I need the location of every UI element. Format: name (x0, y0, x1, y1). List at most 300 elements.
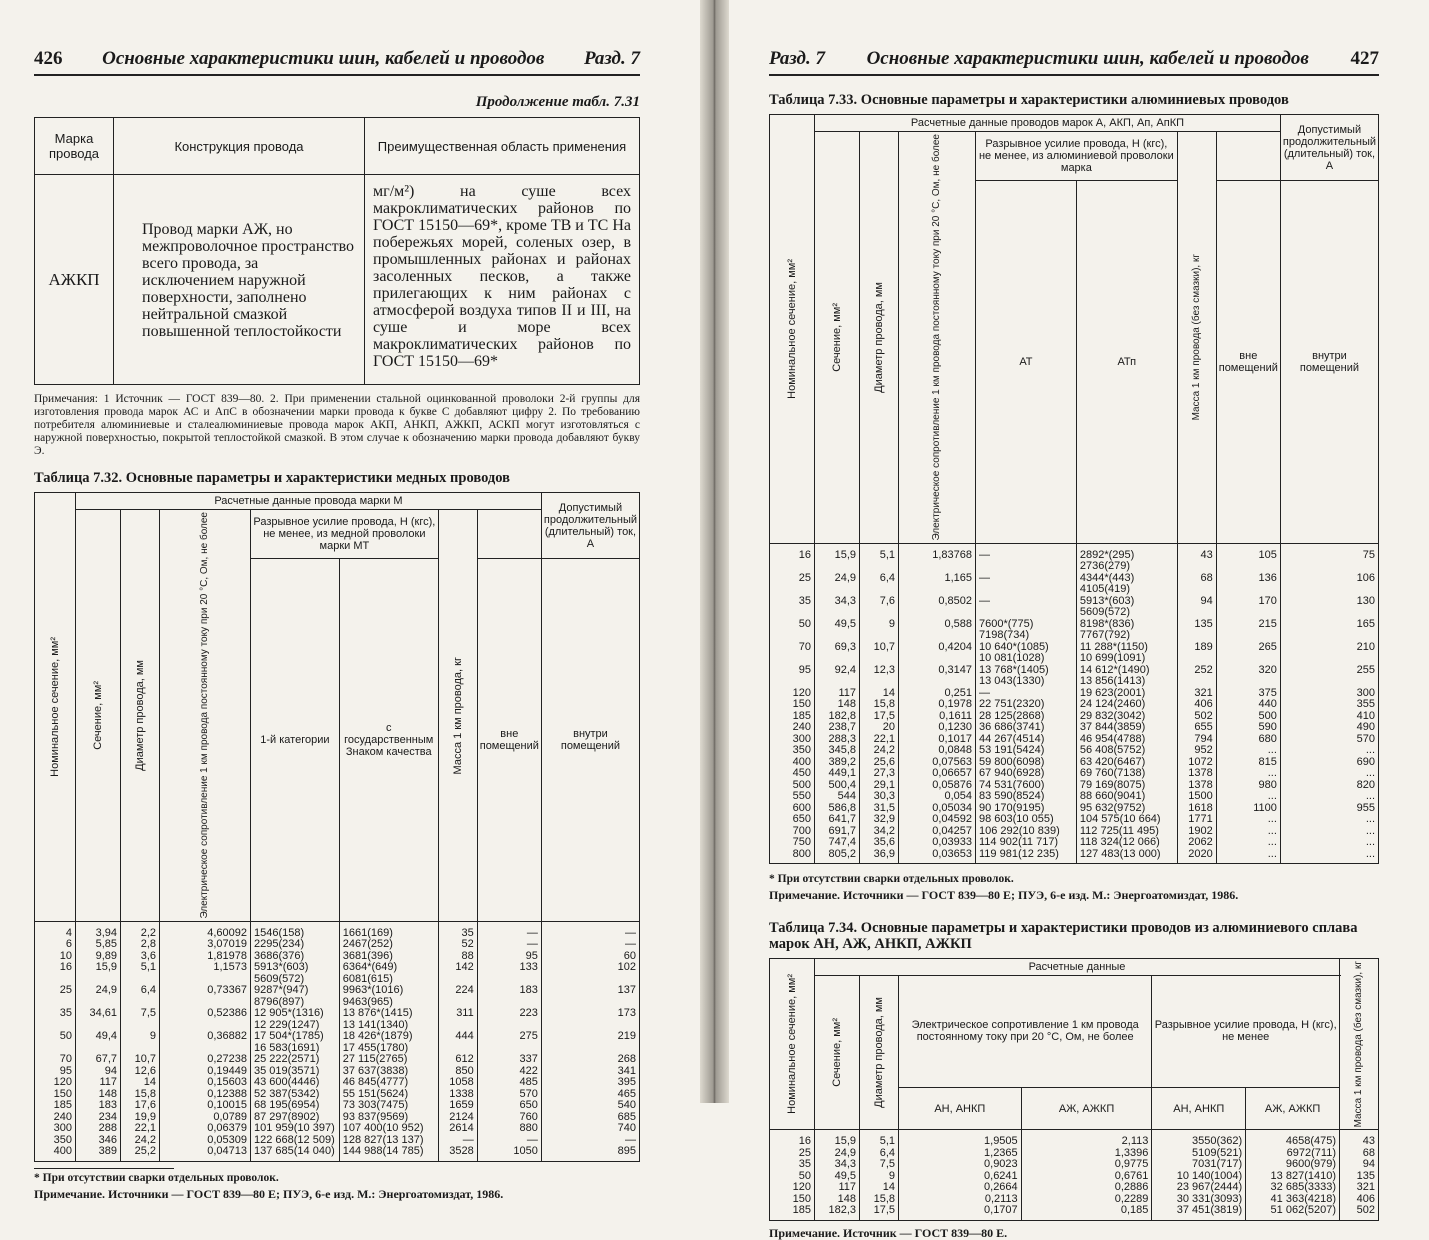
table-continuation-label: Продолжение табл. 7.31 (475, 94, 640, 110)
table-cell: 7600*(775) 7198(734) (976, 619, 1077, 642)
table-cell: 600 (770, 803, 815, 815)
table-cell: 238,7 (815, 722, 860, 734)
table-row (770, 1182, 1379, 1194)
table-row (35, 985, 640, 1008)
table-cell: 1618 (1177, 803, 1216, 815)
table-cell: 70 (770, 642, 815, 665)
table-cell: 5913*(603) 5609(572) (1076, 596, 1177, 619)
table-cell: 49,4 (76, 1031, 121, 1054)
table-cell: Провод марки АЖ, но межпроволочное пространство всего провода, за исключением наружной поверхности, заполнено нейтральной смазкой повышенной теплостойкости (114, 175, 365, 385)
table-cell: ... (1280, 849, 1378, 864)
table-cell: 150 (770, 699, 815, 711)
table-cell: 49,5 (815, 619, 860, 642)
table-cell: 136 (1216, 573, 1280, 596)
table-cell: 35 (35, 1008, 76, 1031)
column-header: внутри помещений (541, 559, 639, 922)
table-cell: 650 (770, 814, 815, 826)
table-cell: 760 (477, 1112, 541, 1124)
table-cell: 95 632(9752) (1076, 803, 1177, 815)
running-title: Основные характеристики шин, кабелей и проводов (866, 48, 1309, 69)
table-cell: 95 (477, 951, 541, 963)
column-header: вне помещений (1216, 181, 1280, 544)
book-gutter (700, 0, 729, 1103)
table-cell: 17,6 (121, 1100, 160, 1112)
table-cell: 52 (438, 939, 477, 951)
table-cell: 98 603(10 055) (976, 814, 1077, 826)
table-cell: 815 (1216, 757, 1280, 769)
table-cell: 375 (1216, 688, 1280, 700)
table-cell: 0,8502 (899, 596, 976, 619)
table-cell: 0,2664 (899, 1182, 1022, 1194)
table-cell: 3681(396) (339, 951, 438, 963)
table-cell: 0,52386 (160, 1008, 251, 1031)
table-cell: 1,1573 (160, 962, 251, 985)
table-cell: 6972(711) (1246, 1148, 1340, 1160)
table-cell: 114 902(11 717) (976, 837, 1077, 849)
table-cell: 120 (770, 688, 815, 700)
column-header: Электрическое сопротивление 1 км провода постоянному току при 20 °С, Ом, не более (931, 134, 942, 541)
source-note: Примечание. Источники — ГОСТ 839—80 Е; ПУЭ, 6-е изд. М.: Энергоатомиздат, 1986. (34, 1186, 504, 1201)
column-header: АЖ, АЖКП (1021, 1087, 1152, 1130)
table-cell: 3528 (438, 1146, 477, 1161)
table-row (770, 791, 1379, 803)
table-cell: 450 (770, 768, 815, 780)
table-cell: 0,03933 (899, 837, 976, 849)
table-cell: 55 151(5624) (339, 1089, 438, 1101)
table-cell: 10 140(1004) (1152, 1171, 1246, 1183)
table-row (35, 1123, 640, 1135)
table-cell: 680 (1216, 734, 1280, 746)
table-cell: 500 (770, 780, 815, 792)
table-cell: 67 940(6928) (976, 768, 1077, 780)
table-cell: 0,054 (899, 791, 976, 803)
table-cell: 43 (1177, 543, 1216, 573)
table-cell: 341 (541, 1066, 639, 1078)
table-cell: 240 (770, 722, 815, 734)
column-header: Номинальное сечение, мм² (49, 636, 61, 777)
table-cell: 612 (438, 1054, 477, 1066)
table-row (35, 1054, 640, 1066)
table-cell: 135 (1177, 619, 1216, 642)
table-cell: 18 426*(1879) 17 455(1780) (339, 1031, 438, 1054)
table-cell: — (976, 596, 1077, 619)
table-cell: 955 (1280, 803, 1378, 815)
table-cell: 490 (1280, 722, 1378, 734)
table-cell: 24,2 (121, 1135, 160, 1147)
table-row (770, 780, 1379, 792)
source-note: Примечание. Источники — ГОСТ 839—80 Е; ПУЭ, 6-е изд. М.: Энергоатомиздат, 1986. (769, 888, 1239, 903)
table-row (770, 573, 1379, 596)
table-body (770, 543, 1379, 864)
table-cell: 83 590(8524) (976, 791, 1077, 803)
table-row (770, 711, 1379, 723)
table-cell: 540 (541, 1100, 639, 1112)
table-cell: 9963*(1016) 9463(965) (339, 985, 438, 1008)
column-header: вне помещений (477, 559, 541, 922)
table-cell: 7,6 (860, 596, 899, 619)
table-cell: 0,9775 (1021, 1159, 1152, 1171)
table-cell: 0,15603 (160, 1077, 251, 1089)
table-cell: 219 (541, 1031, 639, 1054)
table-cell: 4 (35, 921, 76, 939)
table-cell: 185 (770, 711, 815, 723)
table-cell: 15,9 (815, 1130, 860, 1148)
table-cell: 73 303(7475) (339, 1100, 438, 1112)
table-cell: 50 (770, 1171, 815, 1183)
column-header: Марка провода (35, 118, 114, 175)
table-cell: — (976, 688, 1077, 700)
footnote: * При отсутствии сварки отдельных проволок. (769, 873, 1014, 886)
table-cell: 3686(376) (251, 951, 340, 963)
table-cell: 4344*(443) 4105(419) (1076, 573, 1177, 596)
table-row (35, 1135, 640, 1147)
table-cell: 1902 (1177, 826, 1216, 838)
table-cell: 15,8 (860, 1194, 899, 1206)
table-row (770, 849, 1379, 864)
table-cell: 2124 (438, 1112, 477, 1124)
table-cell: 94 (76, 1066, 121, 1078)
table-cell: 820 (1280, 780, 1378, 792)
table-cell: 1,3396 (1021, 1148, 1152, 1160)
left-page (0, 0, 700, 1201)
column-header: Диаметр провода, мм (873, 997, 885, 1109)
table-cell: 0,04257 (899, 826, 976, 838)
table-cell: 144 988(14 785) (339, 1146, 438, 1161)
table-cell: 9287*(947) 8796(897) (251, 985, 340, 1008)
table-cell: 0,07563 (899, 757, 976, 769)
column-group-header: Допустимый продолжительный (длительный) ток, А (1280, 115, 1378, 181)
table-cell: 1546(158) (251, 921, 340, 939)
table-cell: 7031(717) (1152, 1159, 1246, 1171)
table-cell: — (976, 543, 1077, 573)
table-cell: 22,1 (121, 1123, 160, 1135)
table-caption: Таблица 7.32. Основные параметры и характеристики медных проводов (34, 470, 510, 486)
table-row (770, 688, 1379, 700)
table-cell: 2,113 (1021, 1130, 1152, 1148)
table-cell: 5913*(603) 5609(572) (251, 962, 340, 985)
table-cell: — (541, 939, 639, 951)
running-title: Основные характеристики шин, кабелей и проводов (102, 48, 545, 69)
table-cell: 5,85 (76, 939, 121, 951)
table-cell: 0,2886 (1021, 1182, 1152, 1194)
table-cell: 95 (770, 665, 815, 688)
table-cell: 800 (770, 849, 815, 864)
table-cell: 288 (76, 1123, 121, 1135)
table-cell: 117 (815, 688, 860, 700)
table-cell: 346 (76, 1135, 121, 1147)
table-cell: 5,1 (860, 543, 899, 573)
table-cell: 88 660(9041) (1076, 791, 1177, 803)
table-cell: 400 (770, 757, 815, 769)
column-header: Масса 1 км провода (без смазки), кг (1190, 254, 1202, 421)
table-cell: 0,73367 (160, 985, 251, 1008)
table-cell: 14 (121, 1077, 160, 1089)
table-body (35, 921, 640, 1161)
table-cell: 148 (815, 699, 860, 711)
table-cell: ... (1280, 837, 1378, 849)
table-cell: 133 (477, 962, 541, 985)
table-cell: 24 124(2460) (1076, 699, 1177, 711)
table-cell: 747,4 (815, 837, 860, 849)
table-cell: 37 451(3819) (1152, 1205, 1246, 1220)
table-cell: 300 (770, 734, 815, 746)
table-cell: 850 (438, 1066, 477, 1078)
table-cell: 691,7 (815, 826, 860, 838)
table-cell: 31,5 (860, 803, 899, 815)
table-cell: 9600(979) (1246, 1159, 1340, 1171)
table-cell: 395 (541, 1077, 639, 1089)
table-cell: 90 170(9195) (976, 803, 1077, 815)
table-cell: 1771 (1177, 814, 1216, 826)
table-cell: 1050 (477, 1146, 541, 1161)
table-cell: 60 (541, 951, 639, 963)
column-header: Преимущественная область применения (365, 118, 640, 175)
table-cell: 3,07019 (160, 939, 251, 951)
table-cell: 135 (1340, 1171, 1379, 1183)
table-cell: 0,2289 (1021, 1194, 1152, 1206)
table-cell: 118 324(12 066) (1076, 837, 1177, 849)
table-row (770, 803, 1379, 815)
table-notes: Примечания: 1 Источник — ГОСТ 839—80. 2. При применении стальной оцинкованной проволоки 2-й группы для изготовления провода марок АС и АпС в обозначении марки провода к букве С добавляют цифру 2. По требованию потребителя алюминиевые и сталеалюминиевые провода марок АКП, АНКП, АЖКП, АСКП могут изготовляться с наружной поверхностью, покрытой теплостойкой смазкой. В этом случае к обозначению марки провода добавляют букву Э. (34, 393, 640, 457)
table-cell: 0,05309 (160, 1135, 251, 1147)
right-page (729, 0, 1429, 1240)
table-row (35, 1089, 640, 1101)
table-cell: 32,9 (860, 814, 899, 826)
table-cell: 265 (1216, 642, 1280, 665)
table-cell: 345,8 (815, 745, 860, 757)
table-cell: 94 (1177, 596, 1216, 619)
table-cell: 4658(475) (1246, 1130, 1340, 1148)
table-cell: 24,2 (860, 745, 899, 757)
table-cell: 740 (541, 1123, 639, 1135)
table-cell: 22 751(2320) (976, 699, 1077, 711)
table-cell: 35 (770, 596, 815, 619)
table-cell: 275 (477, 1031, 541, 1054)
footnote: * При отсутствии сварки отдельных проволок. (34, 1168, 174, 1184)
table-row (35, 1100, 640, 1112)
column-group-header: Расчетные данные (815, 959, 1340, 976)
table-cell: 0,6241 (899, 1171, 1022, 1183)
column-header: Конструкция провода (114, 118, 365, 175)
table-row (770, 745, 1379, 757)
table-cell: 14 (860, 688, 899, 700)
table-cell: 37 637(3838) (339, 1066, 438, 1078)
table-cell: 14 (860, 1182, 899, 1194)
table-cell: — (477, 921, 541, 939)
table-cell: 69 760(7138) (1076, 768, 1177, 780)
table-row (35, 1112, 640, 1124)
table-cell: 50 (770, 619, 815, 642)
table-cell: 485 (477, 1077, 541, 1089)
table-cell: 120 (770, 1182, 815, 1194)
table-cell: 67,7 (76, 1054, 121, 1066)
table-row (35, 1146, 640, 1161)
table-row (35, 921, 640, 939)
table-cell: 10,7 (121, 1054, 160, 1066)
table-cell: 101 959(10 397) (251, 1123, 340, 1135)
table-row (770, 699, 1379, 711)
table-cell: 1,9505 (899, 1130, 1022, 1148)
table-cell: 122 668(12 509) (251, 1135, 340, 1147)
table-cell: 15,9 (76, 962, 121, 985)
table-cell: 19,9 (121, 1112, 160, 1124)
table-cell: 406 (1177, 699, 1216, 711)
table-cell: 7,5 (121, 1008, 160, 1031)
table-cell: 104 575(10 664) (1076, 814, 1177, 826)
table-cell: 13 827(1410) (1246, 1171, 1340, 1183)
table-cell: 0,05034 (899, 803, 976, 815)
table-cell: 355 (1280, 699, 1378, 711)
section-label: Разд. 7 (584, 48, 640, 69)
table-cell: 46 954(4788) (1076, 734, 1177, 746)
table-cell: 641,7 (815, 814, 860, 826)
table-cell: 56 408(5752) (1076, 745, 1177, 757)
table-cell: ... (1216, 814, 1280, 826)
table-cell: 5109(521) (1152, 1148, 1246, 1160)
table-cell: 183 (477, 985, 541, 1008)
table-cell: 105 (1216, 543, 1280, 573)
table-cell: 117 (76, 1077, 121, 1089)
table-cell: 16 (770, 1130, 815, 1148)
table-cell: 107 400(10 952) (339, 1123, 438, 1135)
table-row (770, 722, 1379, 734)
table-cell: 148 (76, 1089, 121, 1101)
table-cell: 502 (1340, 1205, 1379, 1220)
table-cell: 570 (477, 1089, 541, 1101)
table-cell: 9 (121, 1031, 160, 1054)
table-cell: 2467(252) (339, 939, 438, 951)
table-cell: 35 (438, 921, 477, 939)
column-header: АЖ, АЖКП (1246, 1087, 1340, 1130)
table-cell: 137 (541, 985, 639, 1008)
table-cell: 1661(169) (339, 921, 438, 939)
table-cell: 895 (541, 1146, 639, 1161)
table-cell: 24,9 (815, 573, 860, 596)
column-header: АН, АНКП (899, 1087, 1022, 1130)
table-cell: 2,8 (121, 939, 160, 951)
table-cell: 182,8 (815, 711, 860, 723)
table-row (35, 951, 640, 963)
table-cell: 19 623(2001) (1076, 688, 1177, 700)
column-group-header: Расчетные данные проводов марок А, АКП, Ап, АпКП (815, 115, 1281, 132)
table-cell: 34,61 (76, 1008, 121, 1031)
table-cell: 449,1 (815, 768, 860, 780)
table-cell: 700 (770, 826, 815, 838)
table-cell: 9,89 (76, 951, 121, 963)
table-cell: 1378 (1177, 768, 1216, 780)
page-number: 426 (34, 48, 63, 69)
table-cell: 46 845(4777) (339, 1077, 438, 1089)
table-cell: 210 (1280, 642, 1378, 665)
table-cell: 75 (1280, 543, 1378, 573)
table-cell: 34,3 (815, 1159, 860, 1171)
table-cell: 6 (35, 939, 76, 951)
table-cell: 2062 (1177, 837, 1216, 849)
table-cell: 5,1 (121, 962, 160, 985)
table-row (770, 1159, 1379, 1171)
table-cell: 500,4 (815, 780, 860, 792)
table-cell: 0,19449 (160, 1066, 251, 1078)
table-cell: 444 (438, 1031, 477, 1054)
table-7-31 (34, 117, 640, 385)
table-cell: 150 (35, 1089, 76, 1101)
table-cell: 234 (76, 1112, 121, 1124)
table-body (770, 1130, 1379, 1221)
table-cell: 544 (815, 791, 860, 803)
table-cell: 150 (770, 1194, 815, 1206)
table-cell: 880 (477, 1123, 541, 1135)
table-cell: 0,03653 (899, 849, 976, 864)
table-row (770, 619, 1379, 642)
column-group-header: Разрывное усилие провода, Н (кгс), не менее (1152, 976, 1340, 1088)
table-cell: 255 (1280, 665, 1378, 688)
running-header-left (34, 48, 640, 76)
table-cell: 15,8 (860, 699, 899, 711)
table-cell: 0,3147 (899, 665, 976, 688)
table-cell: 36 686(3741) (976, 722, 1077, 734)
table-cell: 27 115(2765) (339, 1054, 438, 1066)
table-cell: 0,1707 (899, 1205, 1022, 1220)
table-cell: 68 (1177, 573, 1216, 596)
table-cell: 35 (770, 1159, 815, 1171)
column-header: Сечение, мм² (831, 1018, 843, 1088)
column-header: внутри помещений (1280, 181, 1378, 544)
table-cell: 183 (76, 1100, 121, 1112)
table-cell: — (541, 1135, 639, 1147)
table-caption: Таблица 7.34. Основные параметры и характеристики проводов из алюминиевого сплава марок АН, АЖ, АНКП, АЖКП (769, 920, 1358, 953)
table-cell: 685 (541, 1112, 639, 1124)
table-cell: 224 (438, 985, 477, 1008)
source-note: Примечание. Источник — ГОСТ 839—80 Е. (769, 1225, 1008, 1240)
table-cell: 170 (1216, 596, 1280, 619)
table-cell: 120 (35, 1077, 76, 1089)
table-cell: 43 600(4446) (251, 1077, 340, 1089)
table-cell: 4,60092 (160, 921, 251, 939)
table-cell: 794 (1177, 734, 1216, 746)
table-cell: 11 288*(1150) 10 699(1091) (1076, 642, 1177, 665)
column-header: Диаметр провода, мм (134, 659, 146, 771)
column-group-header: Разрывное усилие провода, Н (кгс), не менее, из алюминиевой проволоки марка (976, 132, 1178, 181)
column-header: АТ (976, 181, 1077, 544)
table-cell: — (976, 573, 1077, 596)
table-cell: 25 (770, 573, 815, 596)
table-cell: 0,0848 (899, 745, 976, 757)
table-cell: 8198*(836) 7767(792) (1076, 619, 1177, 642)
table-cell: 1058 (438, 1077, 477, 1089)
table-cell: 52 387(5342) (251, 1089, 340, 1101)
table-cell: ... (1216, 849, 1280, 864)
table-cell: 0,1017 (899, 734, 976, 746)
table-cell: 2,2 (121, 921, 160, 939)
table-cell: 586,8 (815, 803, 860, 815)
table-cell: 500 (1216, 711, 1280, 723)
table-cell: 25 (35, 985, 76, 1008)
table-cell: 0,06657 (899, 768, 976, 780)
table-cell: 34,2 (860, 826, 899, 838)
table-cell: 119 981(12 235) (976, 849, 1077, 864)
table-row (770, 596, 1379, 619)
table-cell: 182,3 (815, 1205, 860, 1220)
table-cell: 106 292(10 839) (976, 826, 1077, 838)
table-cell: 2892*(295) 2736(279) (1076, 543, 1177, 573)
page-number: 427 (1350, 48, 1379, 69)
table-cell: 29,1 (860, 780, 899, 792)
column-header: Масса 1 км провода (без смазки), кг (1353, 961, 1364, 1128)
table-cell: 79 169(8075) (1076, 780, 1177, 792)
table-cell: 1338 (438, 1089, 477, 1101)
table-row (770, 665, 1379, 688)
table-cell: 0,2113 (899, 1194, 1022, 1206)
